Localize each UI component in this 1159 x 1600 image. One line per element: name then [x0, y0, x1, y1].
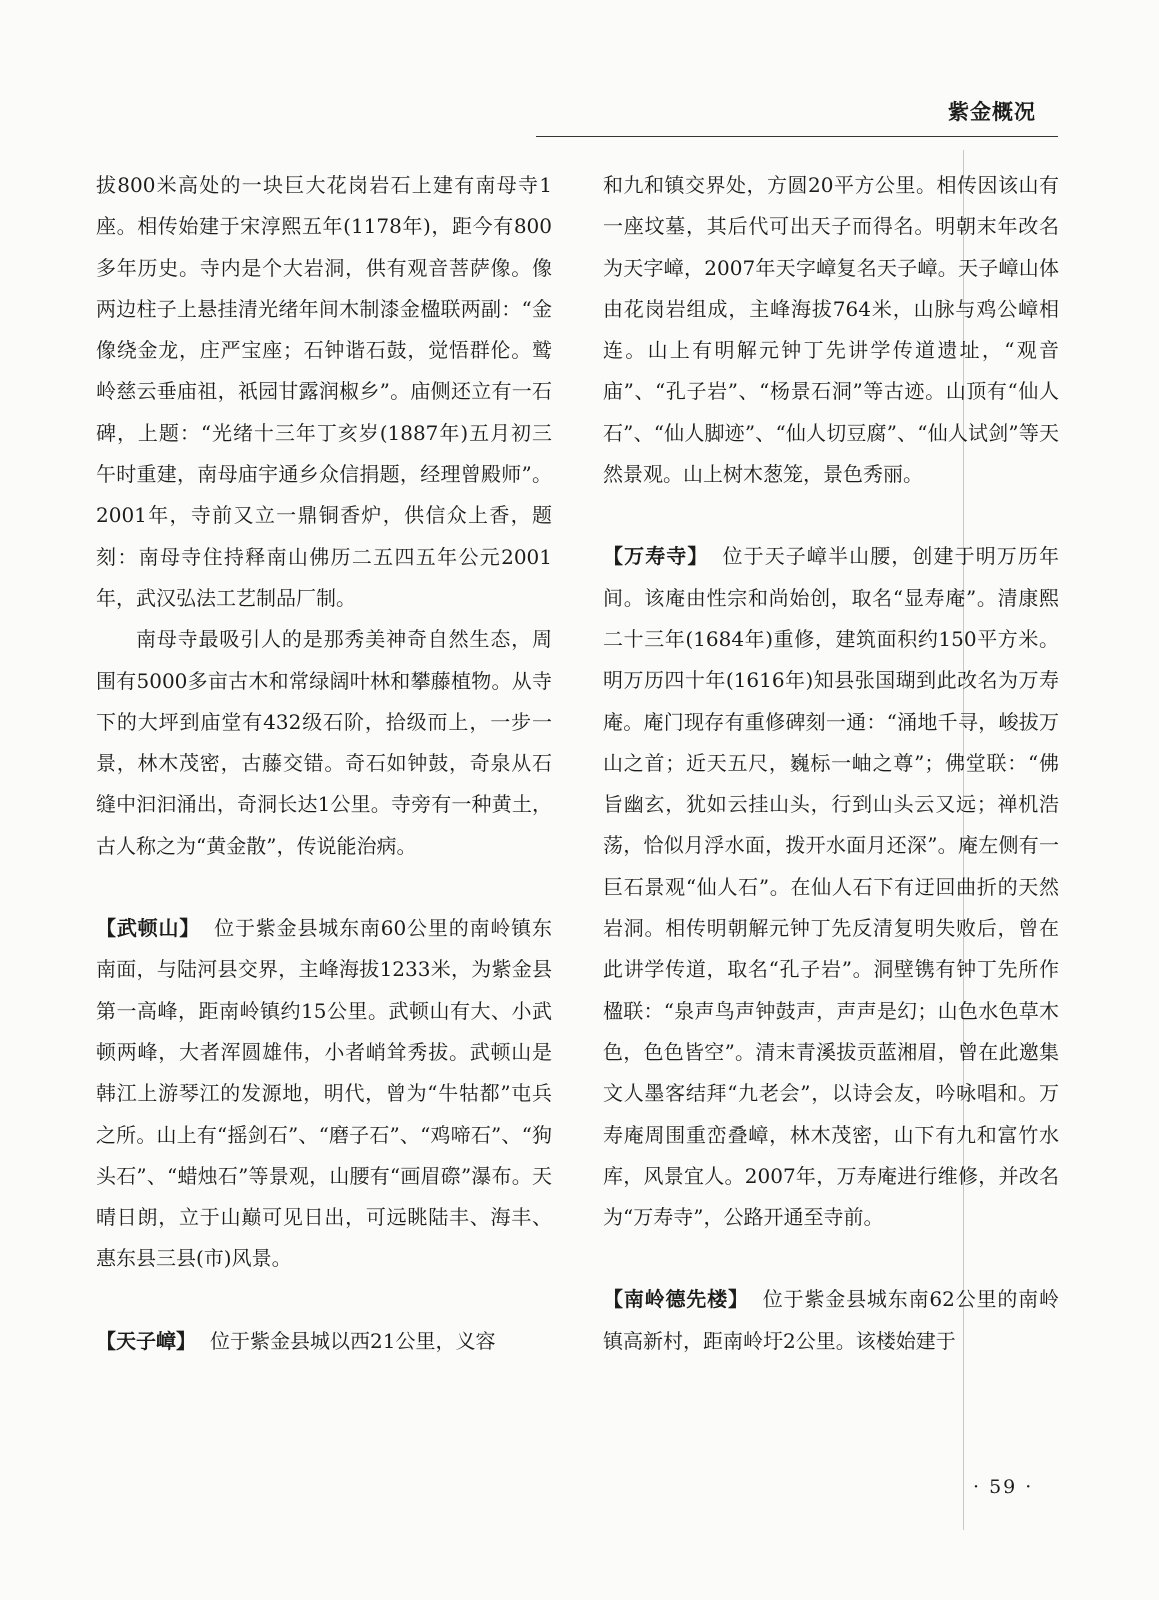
right-column [603, 165, 1059, 1362]
left-column [96, 165, 552, 1362]
wudun-mountain-text: 位于紫金县城东南60公里的南岭镇东南面，与陆河县交界，主峰海拔1233米，为紫金县第一高峰，距南岭镇约15公里。武顿山有大、小武顿两峰，大者浑圆雄伟，小者峭耸秀拔。武顿山是韩江上游琴江的发源地，明代，曾为“牛牯都”屯兵之所。山上有“摇剑石”、“磨子石”、“鸡啼石”、“狗头石”、“蜡烛石”等景观，山腰有“画眉磜”瀑布。天晴日朗，立于山巅可见日出，可远眺陆丰、海丰、惠东县三县(市)风景。 [96, 916, 552, 1271]
section-title: 紫金概况 [948, 100, 1036, 124]
nanmu-temple-paragraph: 拔800米高处的一块巨大花岗岩石上建有南母寺1座。相传始建于宋淳熙五年(1178年)，距今有800多年历史。寺内是个大岩洞，供有观音菩萨像。像两边柱子上悬挂清光绪年间木制漆金楹联两副：“金像绕金龙，庄严宝座；石钟谐石鼓，觉悟群伦。鹫岭慈云垂庙祖，祇园甘露润椒乡”。庙侧还立有一石碑，上题：“光绪十三年丁亥岁(1887年)五月初三午时重建，南母庙宇通乡众信捐题，经理曾殿师”。2001年，寺前又立一鼎铜香炉，供信众上香，题刻：南母寺住持释南山佛历二五四五年公元2001年，武汉弘法工艺制品厂制。 [96, 173, 552, 610]
tianzi-peak-text: 位于紫金县城以西21公里，义容 [210, 1328, 496, 1353]
tianzi-peak-continued: 和九和镇交界处，方圆20平方公里。相传因该山有一座坟墓，其后代可出天子而得名。明朝末年改名为天字嶂，2007年天字嶂复名天子嶂。天子嶂山体由花岗岩组成，主峰海拔764米，山脉与鸡公嶂相连。山上有明解元钟丁先讲学传道遗址，“观音庙”、“孔子岩”、“杨景石洞”等古迹。山顶有“仙人石”、“仙人脚迹”、“仙人切豆腐”、“仙人试剑”等天然景观。山上树木葱笼，景色秀丽。 [603, 173, 1059, 487]
wanshou-temple-text: 位于天子嶂半山腰，创建于明万历年间。该庵由性宗和尚始创，取名“显寿庵”。清康熙二十三年(1684年)重修，建筑面积约150平方米。明万历四十年(1616年)知县张国瑚到此改名为万寿庵。庵门现存有重修碑刻一通：“涌地千寻，峻拔万山之首；近天五尺，巍标一岫之尊”；佛堂联：“佛旨幽玄，犹如云挂山头，行到山头云又远；禅机浩荡，恰似月浮水面，拨开水面月还深”。庵左侧有一巨石景观“仙人石”。在仙人石下有迂回曲折的天然岩洞。相传明朝解元钟丁先反清复明失败后，曾在此讲学传道，取名“孔子岩”。洞壁镌有钟丁先所作楹联：“泉声鸟声钟鼓声，声声是幻；山色水色草木色，色色皆空”。清末青溪拔贡蓝湘眉，曾在此邀集文人墨客结拜“九老会”，以诗会友，吟咏唱和。万寿庵周围重峦叠嶂，林木茂密，山下有九和富竹水库，风景宜人。2007年，万寿庵进行维修，并改名为“万寿寺”，公路开通至寺前。 [603, 544, 1059, 1230]
nanmu-ecology-paragraph: 南母寺最吸引人的是那秀美神奇自然生态，周围有5000多亩古木和常绿阔叶林和攀藤植物。从寺下的大坪到庙堂有432级石阶，拾级而上，一步一景，林木茂密，古藤交错。奇石如钟鼓，奇泉从石缝中汩汩涌出，奇洞长达1公里。寺旁有一种黄土，古人称之为“黄金散”，传说能治病。 [96, 627, 552, 858]
header-rule [536, 136, 1058, 137]
wudun-mountain-heading: 【武顿山】 [96, 916, 201, 941]
wanshou-temple-entry [603, 536, 1059, 1238]
nanling-dexian-entry [603, 1279, 1059, 1362]
wudun-mountain-entry [96, 908, 552, 1280]
wanshou-temple-heading: 【万寿寺】 [603, 544, 709, 569]
nanling-dexian-heading: 【南岭德先楼】 [603, 1287, 749, 1312]
nanling-dexian-text: 位于紫金县城东南62公里的南岭镇高新村，距南岭圩2公里。该楼始建于 [603, 1287, 1060, 1353]
page-number: · 59 · [973, 1476, 1034, 1498]
tianzi-peak-entry [96, 1321, 552, 1362]
tianzi-peak-heading: 【天子嶂】 [96, 1328, 196, 1353]
